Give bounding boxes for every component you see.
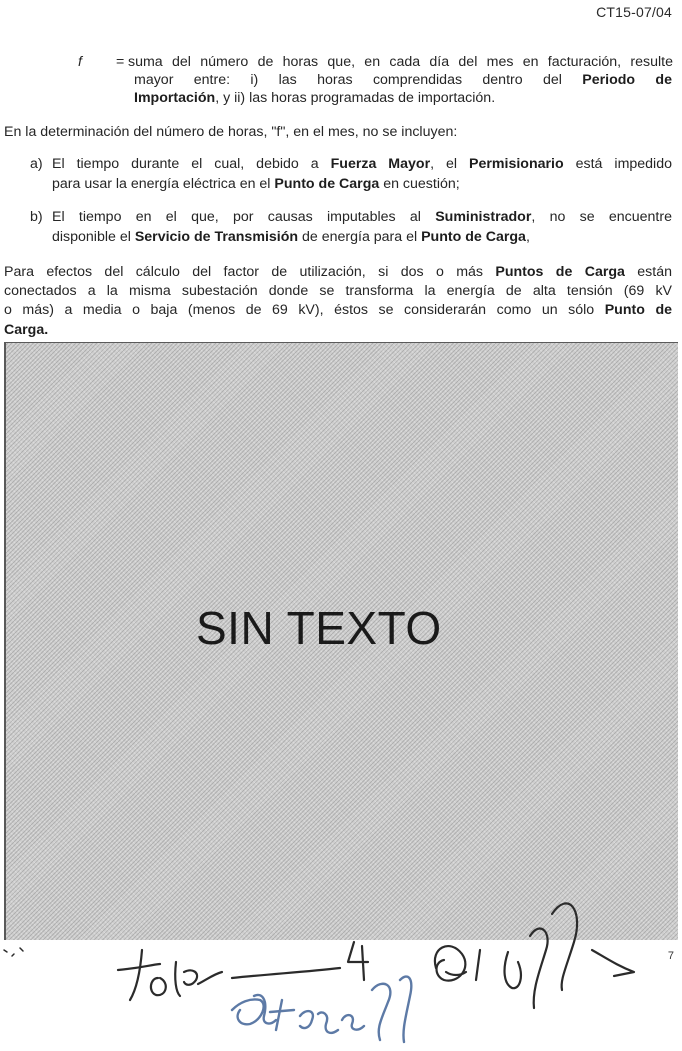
item-a-line-2: para usar la energía eléctrica en el Punto de Carga en cuestión;	[52, 176, 460, 192]
paragraph-line-1: Para efectos del cálculo del factor de utilización, si dos o más Puntos de Carga están	[4, 264, 673, 280]
definition-line-2: mayor entre: i) las horas comprendidas dentro del Periodo de	[134, 72, 672, 88]
term-importacion: Importación	[134, 90, 216, 106]
page-number: 7	[667, 950, 674, 962]
paragraph-line-3: o más) a media o baja (menos de 69 kV), éstos se considerarán como un sólo Punto de	[4, 302, 672, 318]
document-code: CT15-07/04	[596, 4, 672, 20]
item-a-letter: a)	[30, 156, 43, 172]
definition-variable: f	[78, 54, 82, 70]
definition-line-1: suma del número de horas que, en cada día del mes en facturación, resulte	[128, 54, 673, 70]
sin-texto-label: SIN TEXTO	[196, 602, 442, 654]
definition-equals: =	[116, 54, 125, 70]
exclusions-intro: En la determinación del número de horas, "f", en el mes, no se incluyen:	[4, 124, 458, 140]
paragraph-line-4: Carga.	[4, 322, 49, 338]
paragraph-line-2: conectados a la misma subestación donde se transforma la energía de alta tensión (69 kV	[4, 283, 672, 299]
definition-line-3: Importación, y ii) las horas programadas de importación.	[134, 90, 496, 106]
handwritten-signatures	[0, 850, 682, 1051]
item-b-line-2: disponible el Servicio de Transmisión de energía para el Punto de Carga,	[52, 229, 530, 245]
item-b-line-1: El tiempo en el que, por causas imputables al Suministrador, no se encuentre	[52, 209, 672, 225]
item-a-line-1: El tiempo durante el cual, debido a Fuerza Mayor, el Permisionario está impedido	[52, 156, 672, 172]
term-periodo: Periodo de	[582, 72, 672, 88]
item-b-letter: b)	[30, 209, 43, 225]
